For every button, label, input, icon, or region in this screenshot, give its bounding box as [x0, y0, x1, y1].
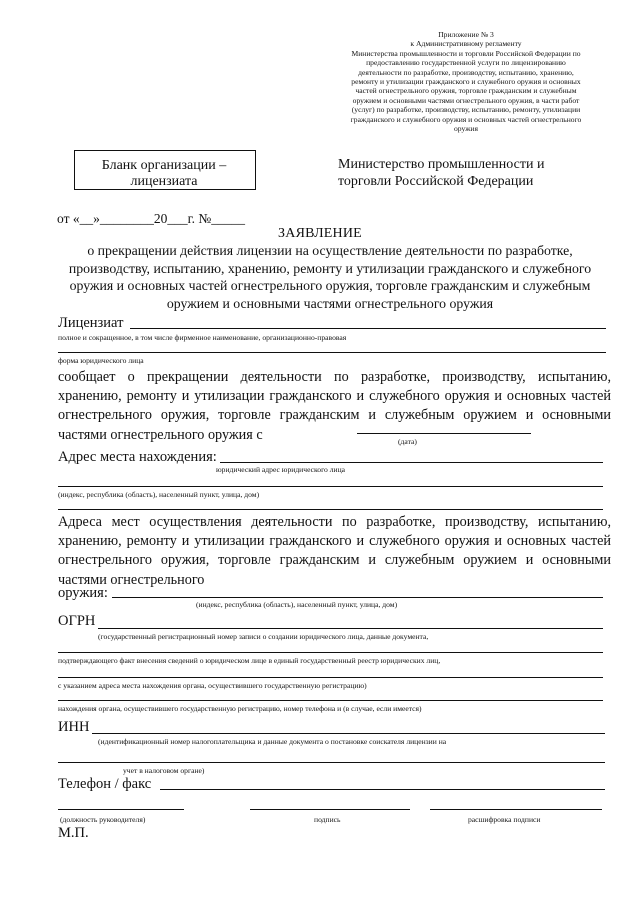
inn-field-2[interactable] — [58, 762, 605, 763]
phone-field[interactable] — [160, 789, 605, 790]
signature-field[interactable] — [250, 809, 410, 810]
signature-decode-hint: расшифровка подписи — [468, 815, 541, 824]
stamp-placeholder: М.П. — [58, 825, 89, 841]
activity-address-hint: (индекс, республика (область), населенный пункт, улица, дом) — [196, 600, 398, 609]
date-hint: (дата) — [398, 437, 417, 446]
address-field-2[interactable] — [58, 486, 603, 487]
signature-decode-field[interactable] — [430, 809, 602, 810]
ogrn-field-2[interactable] — [58, 652, 603, 653]
reports-text: сообщает о прекращении деятельности по разработке, производству, испытанию, хранению, ремонту и утилизации гражданского и служебного оружия и основных частей огнестрельного оружия, торговле гражданским и служебным оружием и основными частями огнестрельного оружия с — [58, 369, 611, 443]
appendix-line: оружием и основными частями огнестрельного оружия, в части работ — [352, 95, 580, 105]
licensee-label: Лицензиат — [58, 315, 124, 331]
ogrn-hint-3: с указанием адреса места нахождения органа, осуществившего государственную регистрацию) — [58, 681, 367, 690]
position-hint: (должность руководителя) — [60, 815, 146, 824]
ministry-addressee — [338, 156, 578, 190]
activity-address-paragraph: Адреса мест осуществления деятельности по разработке, производству, испытанию, хранению, ремонту и утилизации гражданского и служебного оружия и основных частей огнестрельного оружия, торговле гражданским и служебным оружием и основными частями огнестрельного — [58, 514, 611, 588]
licensee-hint-2: форма юридического лица — [58, 356, 144, 365]
address-hint-1: юридический адрес юридического лица — [216, 465, 346, 474]
ogrn-field[interactable] — [98, 628, 603, 629]
blank-line-2: лицензиата — [130, 174, 198, 189]
ogrn-hint-2: подтверждающего факт внесения сведений о юридическом лице в единый государственный реестр юридических лиц, — [58, 656, 441, 665]
appendix-line: предоставлению государственной услуги по лицензированию — [366, 58, 566, 68]
appendix-line: частей огнестрельного оружия, торговле гражданским и служебным — [355, 86, 577, 96]
appendix-line: ремонту и утилизации гражданского и служебного оружия и основных — [351, 77, 581, 87]
position-field[interactable] — [58, 809, 184, 810]
termination-date-field[interactable] — [357, 433, 531, 434]
ministry-line-1: Министерство промышленности и — [338, 157, 545, 172]
ogrn-hint-1: (государственный регистрационный номер записи о создании юридического лица, данные документа, — [98, 632, 429, 641]
address-hint-2: (индекс, республика (область), населенный пункт, улица, дом) — [58, 490, 260, 499]
appendix-line: деятельности по разработке, производству, испытанию, хранению, — [358, 67, 574, 77]
ministry-line-2: торговли Российской Федерации — [338, 174, 534, 189]
appendix-line: Министерства промышленности и торговли Российской Федерации по — [351, 48, 581, 58]
reports-paragraph — [58, 368, 611, 446]
appendix-line: к Административному регламенту — [410, 39, 522, 49]
inn-hint-1: (идентификационный номер налогоплательщика и данные документа о постановке соискателя лицензии на — [98, 737, 447, 746]
ogrn-field-4[interactable] — [58, 700, 603, 701]
ogrn-field-3[interactable] — [58, 677, 603, 678]
licensee-hint-1: полное и сокращенное, в том числе фирменное наименование, организационно-правовая — [58, 333, 347, 342]
activity-address-label: оружия: — [58, 585, 108, 601]
address-label: Адрес места нахождения: — [58, 449, 217, 465]
appendix-line: Приложение № 3 — [438, 30, 494, 39]
licensee-field[interactable] — [130, 328, 606, 329]
document-title: ЗАЯВЛЕНИЕ — [278, 226, 362, 241]
inn-field[interactable] — [92, 733, 605, 734]
document-subject: о прекращении действия лицензии на осуществление деятельности по разработке, производству, испытанию, хранению, ремонту и утилизации гражданского и служебного оружия и основных частей огнестрельного оружия, торговле гражданским и служебным оружием и основными частями огнестрельного оружия — [68, 243, 592, 311]
appendix-line: оружия — [454, 124, 478, 134]
activity-address-field[interactable] — [112, 597, 603, 598]
appendix-header — [318, 30, 614, 133]
phone-label: Телефон / факс — [58, 776, 152, 792]
appendix-line: (услуг) по разработке, производству, испытанию, ремонту, утилизации — [351, 105, 581, 115]
appendix-line: гражданского и служебного оружия и основных частей огнестрельного — [350, 114, 582, 124]
address-field[interactable] — [220, 462, 603, 463]
licensee-field-2[interactable] — [58, 352, 606, 353]
date-number-line: от «__»________20___г. №_____ — [57, 211, 245, 226]
ogrn-label: ОГРН — [58, 613, 96, 629]
inn-label: ИНН — [58, 719, 90, 735]
ogrn-hint-4: нахождения органа, осуществившего государственную регистрацию, номер телефона и (в случае, если имеется) — [58, 704, 422, 713]
inn-hint-2: учет в налоговом органе) — [123, 766, 205, 775]
blank-line-1: Бланк организации – — [101, 158, 227, 173]
address-field-3[interactable] — [58, 509, 603, 510]
signature-hint: подпись — [314, 815, 341, 824]
organization-blank-label — [74, 158, 254, 190]
